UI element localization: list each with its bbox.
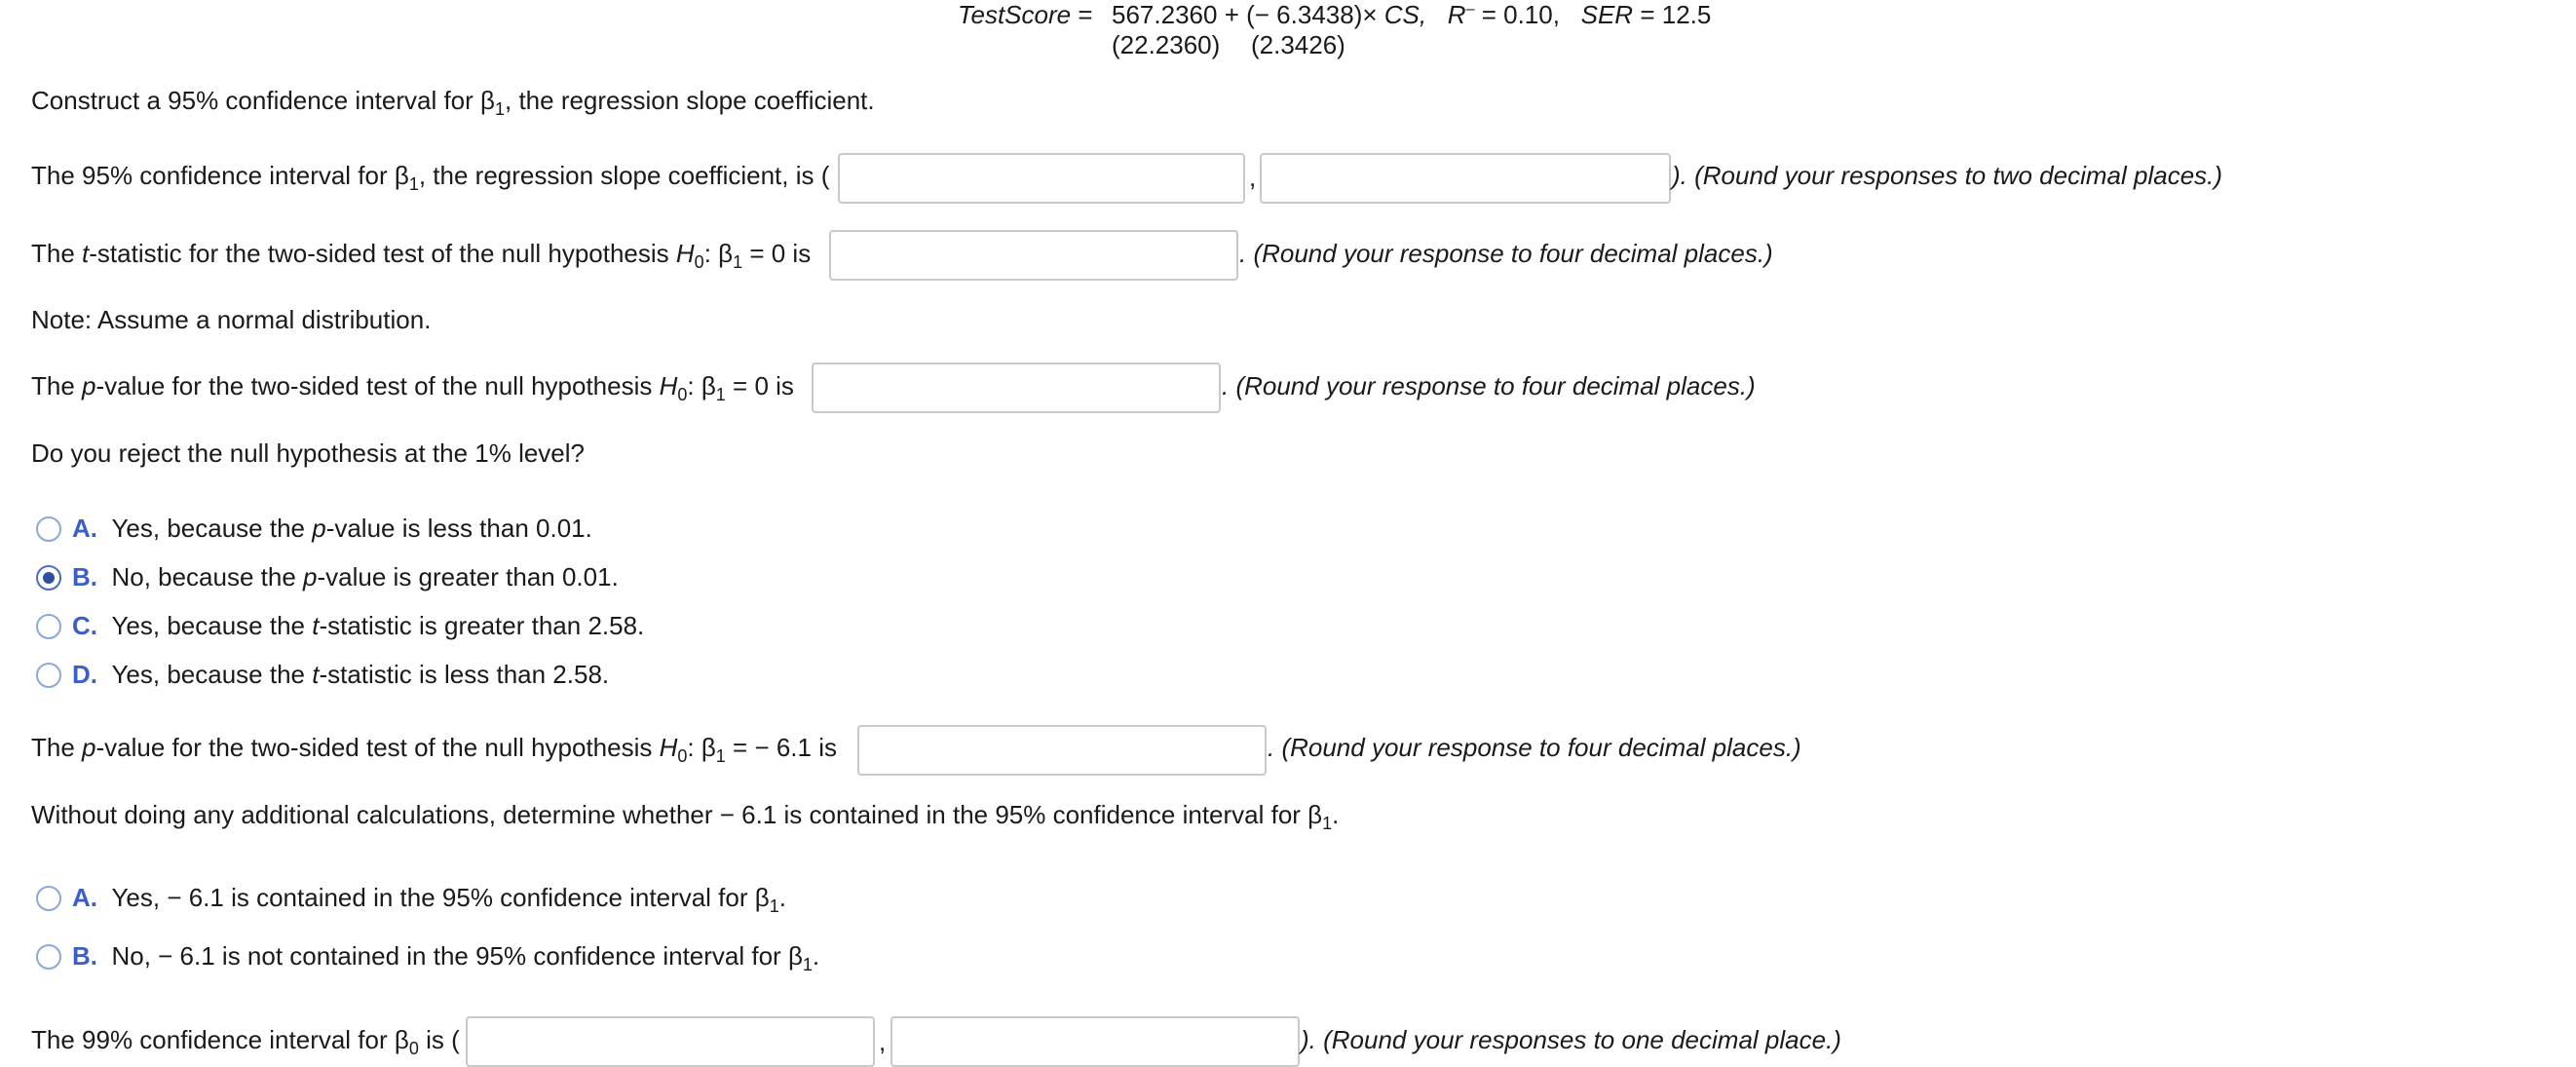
q5-h-tail: : β (687, 733, 716, 762)
q1-prompt-text: The 95% confidence interval for β (31, 161, 409, 190)
q2-h: H (675, 239, 695, 268)
q3-h-sub: 0 (677, 385, 688, 404)
q6-option-a-text: Yes, − 6.1 is contained in the 95% confidence interval for β (111, 883, 770, 912)
q7-ci-upper-input[interactable] (890, 1016, 1300, 1067)
q5-h-sub: 0 (677, 746, 688, 766)
equation-r2-value: = 0.10, (1481, 0, 1560, 29)
q6-option-a-letter: A. (72, 883, 97, 912)
q7-prompt (31, 1025, 460, 1058)
q3-prompt-b: -value for the two-sided test of the null hypothesis (95, 371, 660, 400)
q4-option-c[interactable] (72, 611, 644, 640)
q1-prompt-sub: 1 (408, 174, 419, 194)
q5-prompt (31, 733, 837, 766)
q6-question-text: Without doing any additional calculations, determine whether − 6.1 is contained in the 95% confidence interval for β (31, 800, 1323, 829)
equation-intercept-se: (22.2360) (1112, 30, 1221, 59)
equation-ser-label: SER (1580, 0, 1634, 29)
q6-option-b-letter: B. (72, 941, 97, 971)
equation-ser-value: = 12.5 (1640, 0, 1712, 29)
q2-h-sub: 0 (694, 252, 704, 272)
q3-suffix: . (Round your response to four decimal places.) (1222, 371, 1756, 400)
q3-p-value-input[interactable] (812, 362, 1221, 413)
q4-option-c-radio[interactable] (36, 614, 61, 639)
q6-option-a-tail: . (778, 883, 786, 912)
q2-suffix: . (Round your response to four decimal places.) (1239, 239, 1773, 268)
q4-option-c-letter: C. (72, 611, 97, 640)
q1-comma: , (1249, 163, 1257, 192)
q2-b-sub: 1 (733, 252, 743, 272)
q3-b-sub: 1 (715, 385, 726, 404)
equation-times: × (1362, 0, 1378, 29)
q5-b-sub: 1 (715, 746, 726, 766)
equation-intercept: 567.2360 (1112, 0, 1218, 29)
q2-prompt-t: t (82, 239, 90, 268)
q4-option-b-tail: -value is greater than 0.01. (317, 562, 619, 591)
q2-prompt (31, 239, 812, 272)
equation-regressor: CS, (1383, 0, 1427, 29)
q3-prompt-p: p (82, 371, 96, 400)
equation-equals: = (1078, 0, 1093, 29)
q4-option-d-it: t (312, 660, 320, 689)
q5-prompt-p: p (82, 733, 96, 762)
regression-equation-rhs (1112, 0, 1711, 29)
q2-prompt-a: The (31, 239, 83, 268)
equation-slope: (− 6.3438) (1246, 0, 1363, 29)
note-text: Note: Assume a normal distribution. (31, 305, 432, 334)
q7-prompt-text: The 99% confidence interval for β (31, 1025, 409, 1054)
q6-question (31, 800, 1340, 833)
q7-prompt-tail: is ( (418, 1025, 460, 1054)
q2-cond: = 0 is (742, 239, 812, 268)
q5-h: H (659, 733, 678, 762)
q6-option-b-radio[interactable] (36, 944, 61, 970)
equation-plus: + (1224, 0, 1239, 29)
q7-ci-lower-input[interactable] (466, 1016, 875, 1067)
equation-lhs: TestScore (958, 0, 1072, 29)
q4-option-b-text: No, because the (111, 562, 304, 591)
equation-r2-bar: ‒ (1465, 1, 1475, 18)
q3-prompt-a: The (31, 371, 83, 400)
q2-prompt-b: -statistic for the two-sided test of the null hypothesis (89, 239, 676, 268)
q1-intro-sub: 1 (494, 99, 505, 119)
q1-ci-upper-input[interactable] (1260, 153, 1671, 204)
q3-cond: = 0 is (725, 371, 794, 400)
q4-option-a-radio[interactable] (36, 516, 61, 542)
q6-option-b-sub: 1 (802, 955, 813, 974)
q4-option-b-radio[interactable] (36, 565, 61, 591)
q1-prompt (31, 161, 830, 194)
q1-intro-text: Construct a 95% confidence interval for β (31, 86, 495, 115)
q6-question-sub: 1 (1322, 814, 1333, 833)
q4-option-d[interactable] (72, 660, 609, 689)
q4-option-a-text: Yes, because the (111, 514, 313, 543)
q4-question: Do you reject the null hypothesis at the 1% level? (31, 438, 586, 468)
q2-t-statistic-input[interactable] (829, 230, 1238, 281)
q6-option-b-text: No, − 6.1 is not contained in the 95% confidence interval for β (111, 941, 803, 971)
q5-suffix: . (Round your response to four decimal places.) (1268, 733, 1801, 762)
q4-option-a-letter: A. (72, 514, 97, 543)
q4-option-a-tail: -value is less than 0.01. (325, 514, 592, 543)
q5-p-value-input[interactable] (857, 725, 1267, 776)
q5-cond: = − 6.1 is (725, 733, 837, 762)
q4-option-c-text: Yes, because the (111, 611, 313, 640)
equation-slope-se: (2.3426) (1251, 30, 1345, 59)
q3-h: H (659, 371, 678, 400)
q4-option-b-it: p (303, 562, 318, 591)
q4-option-d-radio[interactable] (36, 663, 61, 688)
equation-r2-label: R (1447, 0, 1466, 29)
q6-question-tail: . (1332, 800, 1340, 829)
q4-option-b-letter: B. (72, 562, 97, 591)
q6-option-b-tail: . (812, 941, 820, 971)
q4-option-d-tail: -statistic is less than 2.58. (319, 660, 610, 689)
q2-h-tail: : β (703, 239, 734, 268)
q4-option-b[interactable] (72, 562, 619, 591)
q6-option-b[interactable] (72, 941, 820, 974)
q4-option-d-text: Yes, because the (111, 660, 313, 689)
q1-ci-lower-input[interactable] (838, 153, 1245, 204)
q7-comma: , (879, 1027, 887, 1056)
q7-suffix: ). (Round your responses to one decimal place.) (1301, 1025, 1841, 1054)
q3-prompt (31, 371, 794, 404)
q6-option-a-sub: 1 (769, 896, 779, 916)
q4-option-c-it: t (312, 611, 320, 640)
q1-suffix: ). (Round your responses to two decimal places.) (1672, 161, 2223, 190)
q1-intro (31, 86, 875, 119)
q1-intro-tail: , the regression slope coefficient. (505, 86, 875, 115)
q7-prompt-sub: 0 (408, 1039, 419, 1058)
q4-option-a-it: p (312, 514, 326, 543)
q6-option-a[interactable] (72, 883, 786, 916)
q3-h-tail: : β (687, 371, 716, 400)
q4-option-a[interactable] (72, 514, 592, 543)
q4-option-d-letter: D. (72, 660, 97, 689)
q5-prompt-a: The (31, 733, 83, 762)
regression-equation (958, 0, 1093, 29)
q6-option-a-radio[interactable] (36, 886, 61, 911)
q1-prompt-tail: , the regression slope coefficient, is ( (418, 161, 830, 190)
q5-prompt-b: -value for the two-sided test of the null hypothesis (95, 733, 660, 762)
q4-option-c-tail: -statistic is greater than 2.58. (319, 611, 645, 640)
